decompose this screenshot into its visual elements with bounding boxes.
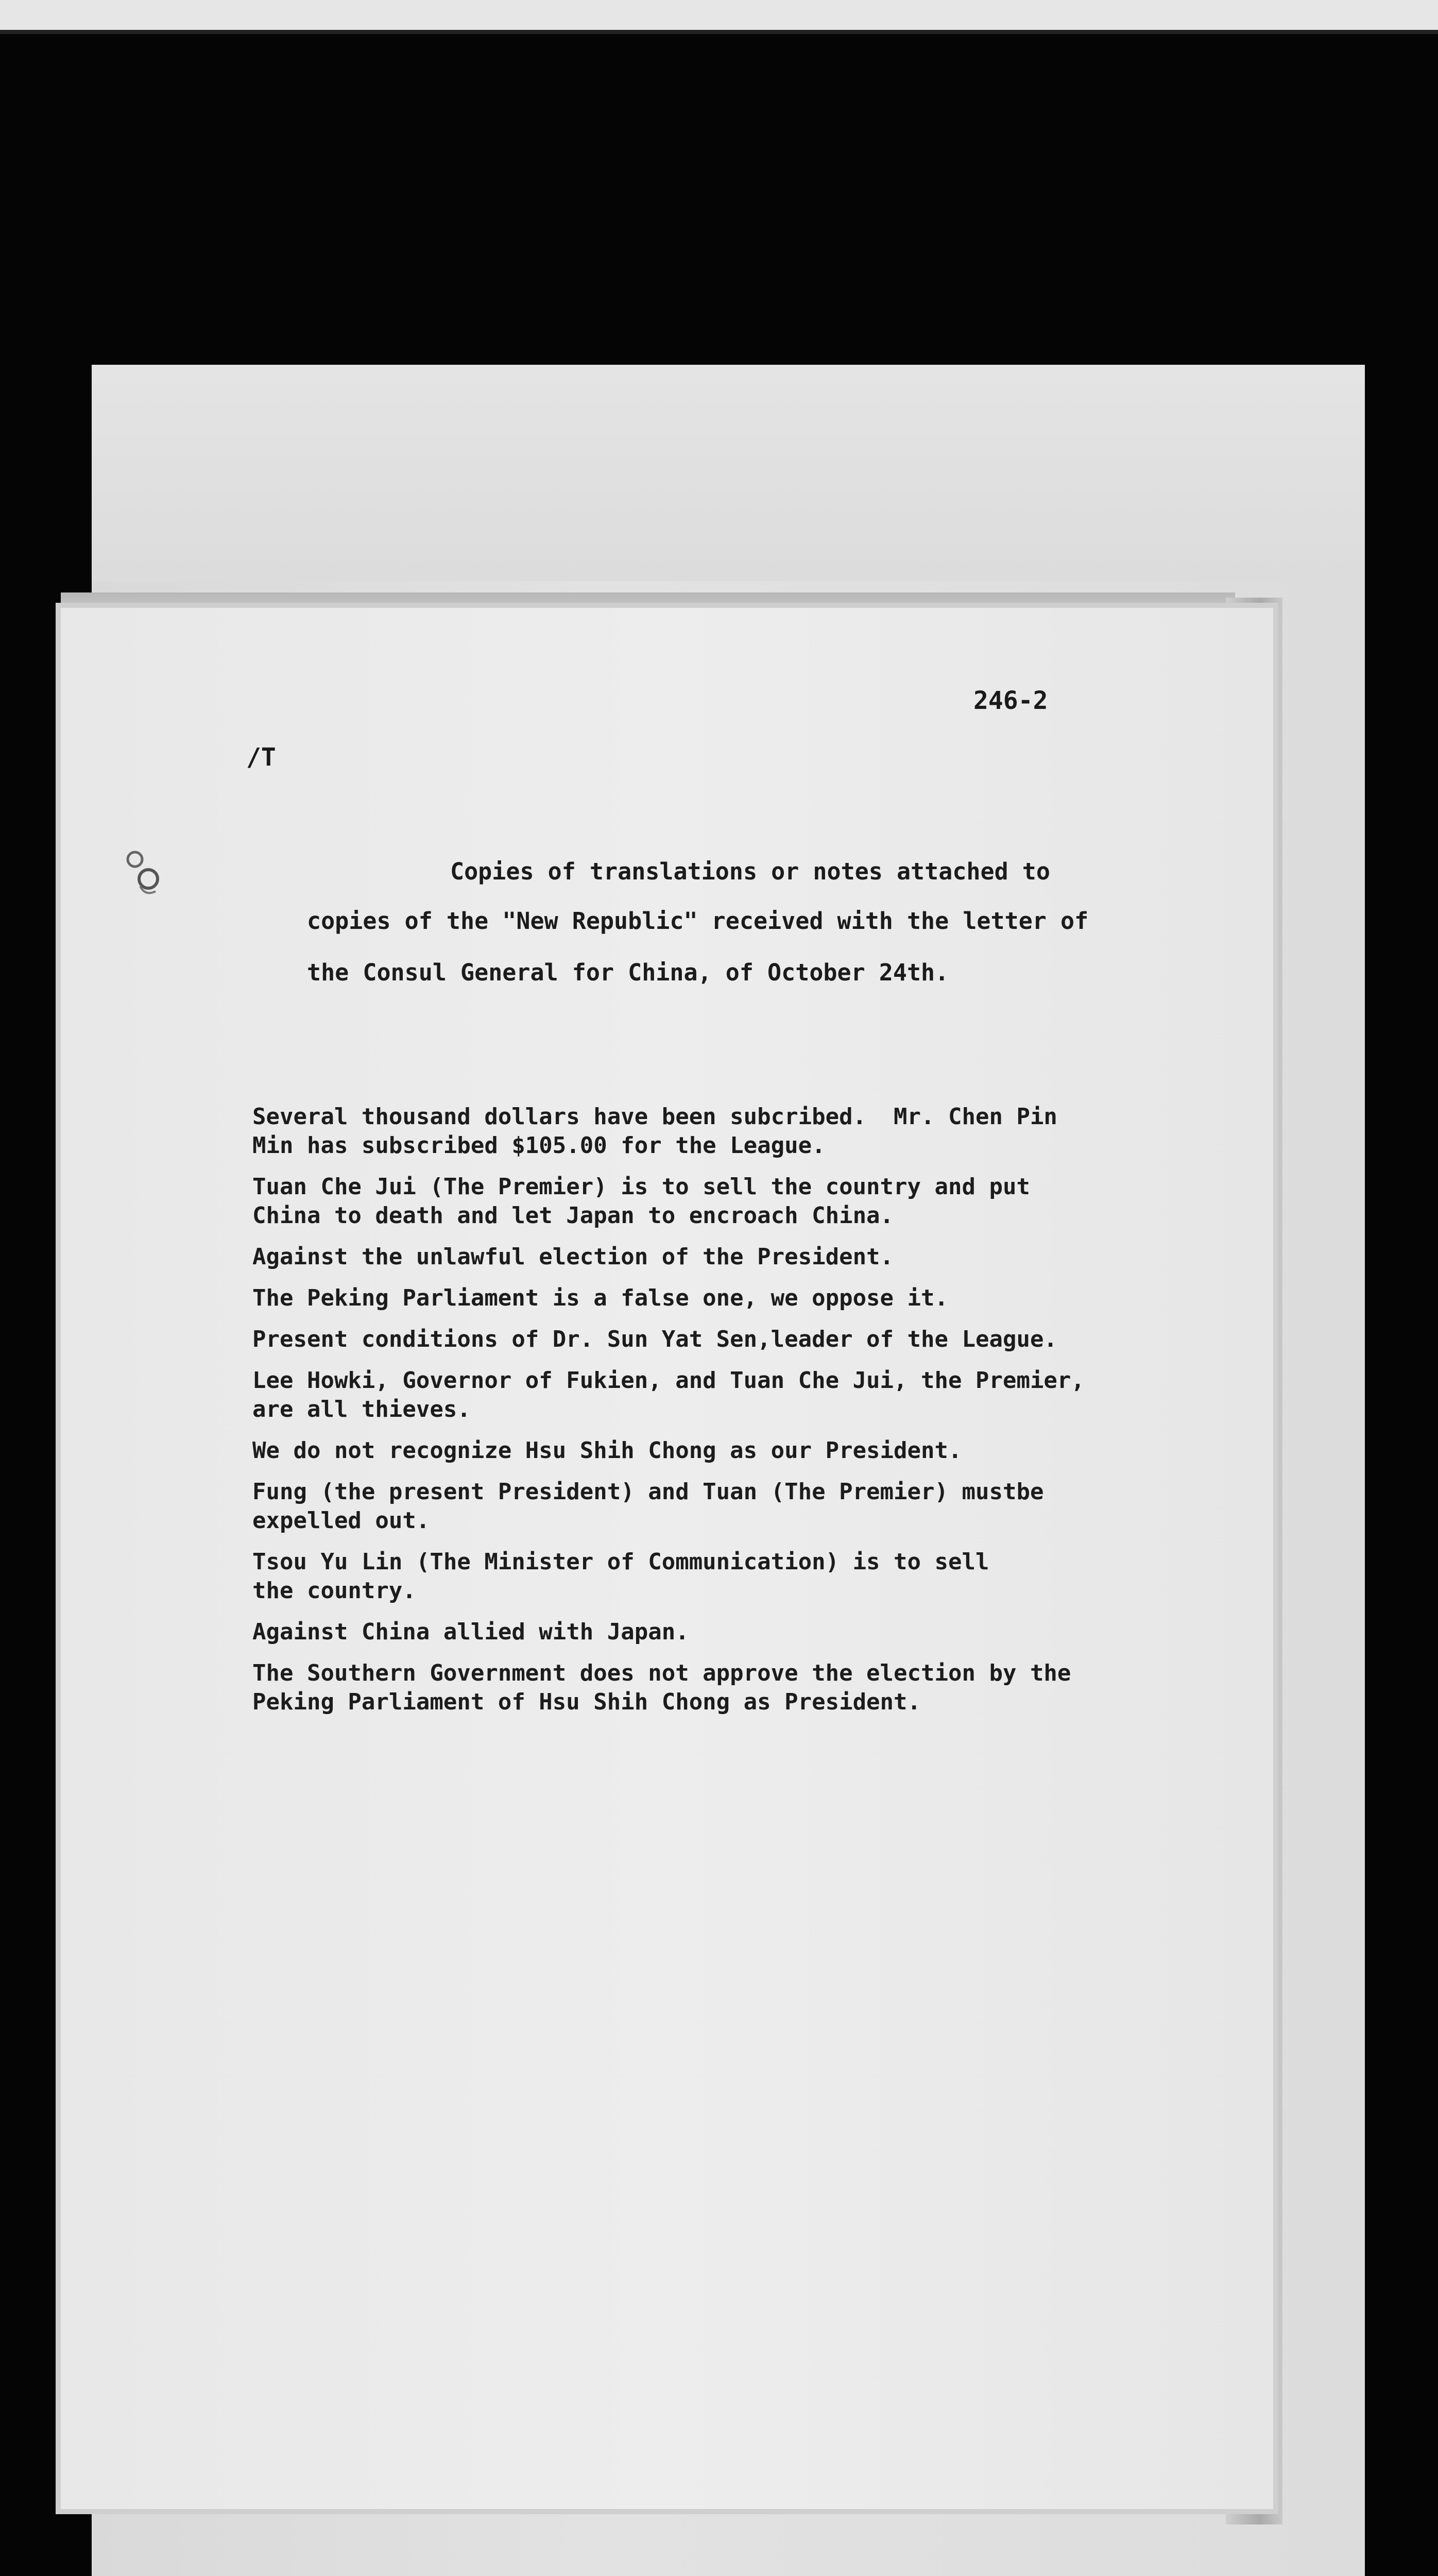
heading-line: Copies of translations or notes attached to: [450, 858, 1050, 885]
heading-line: copies of the "New Republic" received with the letter of: [307, 907, 1089, 935]
paragraph: We do not recognize Hsu Shih Chong as our President.: [252, 1437, 962, 1464]
punch-hole-mark-icon: [119, 845, 166, 902]
paragraph: Against China allied with Japan.: [252, 1619, 689, 1645]
heading-line: the Consul General for China, of October 24th.: [307, 959, 949, 986]
page-number: 246-2: [973, 686, 1048, 715]
paragraph: Present conditions of Dr. Sun Yat Sen,leader of the League.: [252, 1326, 1057, 1352]
margin-mark: /T: [246, 743, 276, 772]
film-top-strip: [0, 0, 1438, 30]
paragraph: The Peking Parliament is a false one, we oppose it.: [252, 1285, 949, 1311]
paragraph: Fung (the present President) and Tuan (The Premier) mustbe expelled out.: [252, 1479, 1044, 1534]
paragraph: Several thousand dollars have been subcribed. Mr. Chen Pin Min has subscribed $105.00 for the League.: [252, 1104, 1057, 1159]
paragraph: Against the unlawful election of the President.: [252, 1244, 894, 1270]
film-edge: [0, 30, 1438, 34]
paragraph: Tsou Yu Lin (The Minister of Communication) is to sell the country.: [252, 1549, 989, 1604]
paragraph: Lee Howki, Governor of Fukien, and Tuan Che Jui, the Premier, are all thieves.: [252, 1367, 1085, 1422]
paragraph: The Southern Government does not approve the election by the Peking Parliament of Hsu Shih Chong as President.: [252, 1660, 1071, 1715]
paragraph: Tuan Che Jui (The Premier) is to sell the country and put China to death and let Japan to encroach China.: [252, 1174, 1030, 1229]
document-body: [252, 1103, 1179, 1729]
